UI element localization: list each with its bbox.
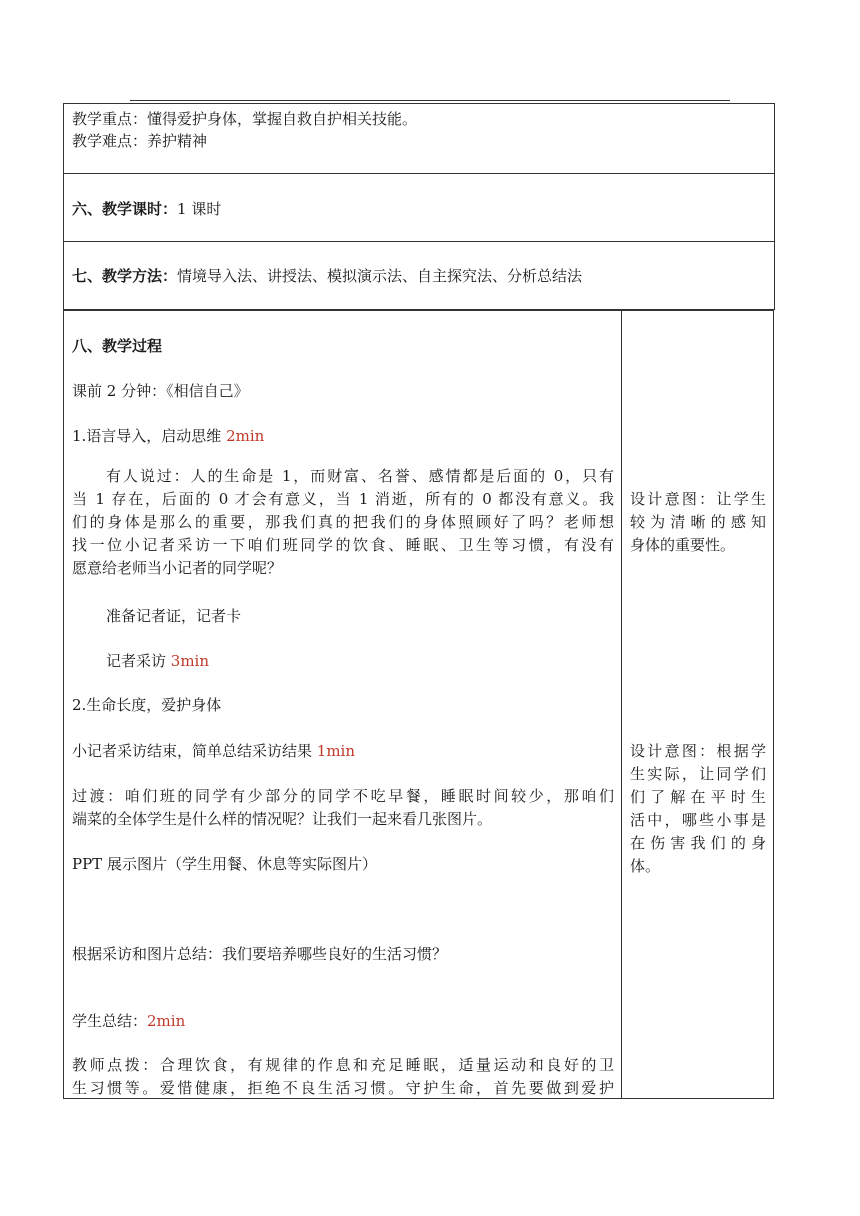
process-heading: 八、教学过程 [72,337,163,355]
interview-time: 3min [170,652,210,670]
note2-line-3: 们了解在平时生 [630,788,766,806]
summary-row [72,741,355,761]
header-rule [130,100,730,101]
note2-line-5: 在伤害我们的身 [630,834,766,852]
step1-time: 2min [226,427,265,445]
pre-class-text: 课前 2 分钟：《相信自己》 [72,382,249,400]
ppt-text: PPT 展示图片（学生用餐、休息等实际图片） [72,855,377,873]
step1-text: 1.语言导入，启动思维 [72,427,227,445]
key-point-text: 教学重点：懂得爱护身体，掌握自救自护相关技能。 [72,110,418,128]
summary-time: 1min [316,742,356,760]
methods-label: 七、教学方法： [72,267,178,285]
step1-row [72,426,264,446]
note2-line-6: 体。 [630,857,661,875]
para1-line-2: 当 1 存在，后面的 0 才会有意义，当 1 消逝，所有的 0 都没有意义。我 [72,490,614,508]
conclude-text: 根据采访和图片总结：我们要培养哪些良好的生活习惯？ [72,945,448,963]
class-hours-label: 六、教学课时： [72,200,178,218]
student-summary-text: 学生总结： [72,1012,148,1030]
difficulty-text: 教学难点：养护精神 [72,132,208,150]
teacher-line-1: 教师点拨：合理饮食，有规律的作息和充足睡眠，适量运动和良好的卫 [72,1056,614,1074]
process-cell [63,310,622,1099]
para1-line-3: 们的身体是那么的重要，那我们真的把我们的身体照顾好了吗？老师想 [72,513,614,531]
teacher-line-2: 生习惯等。爱惜健康，拒绝不良生活习惯。守护生命，首先要做到爱护 [72,1079,614,1097]
class-hours-row [72,199,221,219]
class-hours-cell [63,173,775,242]
note1-line-1: 设计意图：让学生 [630,490,766,508]
methods-row [72,266,582,286]
note2-line-2: 生实际，让同学们 [630,765,766,783]
note1-line-3: 身体的重要性。 [630,536,736,554]
student-summary-row [72,1011,185,1031]
note1-line-2: 较为清晰的感知 [630,513,766,531]
para1-line-4: 找一位小记者采访一下咱们班同学的饮食、睡眠、卫生等习惯，有没有 [72,536,614,554]
step2-text: 2.生命长度，爱护身体 [72,696,222,714]
key-points-cell [63,103,775,174]
note2-line-1: 设计意图：根据学 [630,742,766,760]
methods-value: 情境导入法、讲授法、模拟演示法、自主探究法、分析总结法 [177,267,583,285]
interview-row [106,651,209,671]
class-hours-value: 1 课时 [177,200,222,218]
summary-text: 小记者采访结束，简单总结采访结果 [72,742,317,760]
interview-text: 记者采访 [106,652,171,670]
transition-line-2: 端菜的全体学生是什么样的情况呢？让我们一起来看几张图片。 [72,810,493,828]
prepare-text: 准备记者证，记者卡 [106,607,242,625]
note2-line-4: 活中，哪些小事是 [630,811,766,829]
para1-line-5: 愿意给老师当小记者的同学呢？ [72,559,283,577]
methods-cell [63,241,775,310]
design-notes-cell [621,310,774,1099]
para1-line-1: 有人说过：人的生命是 1，而财富、名誉、感情都是后面的 0，只有 [106,467,614,485]
student-summary-time: 2min [147,1012,186,1030]
transition-line-1: 过渡：咱们班的同学有少部分的同学不吃早餐，睡眠时间较少，那咱们 [72,787,614,805]
